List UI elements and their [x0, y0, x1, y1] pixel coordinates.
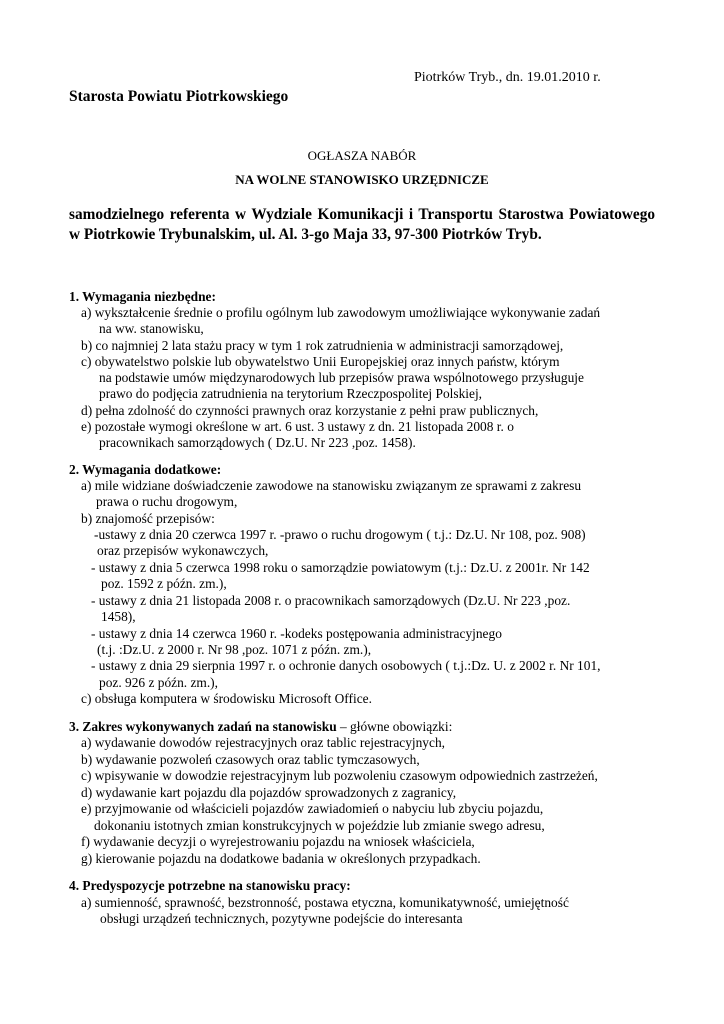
section-4-title: 4. Predyspozycje potrzebne na stanowisku pracy: — [69, 878, 351, 893]
list-item: - ustawy z dnia 29 sierpnia 1997 r. o ochronie danych osobowych ( t.j.:Dz. U. z 2002 r. Nr 101, — [91, 658, 601, 673]
list-item: b) co najmniej 2 lata stażu pracy w tym 1 rok zatrudnienia w administracji samorządowej, — [81, 338, 564, 353]
list-item: a) sumienność, sprawność, bezstronność, postawa etyczna, komunikatywność, umiejętność — [81, 895, 569, 910]
list-item: 1458), — [101, 609, 136, 624]
list-item: b) znajomość przepisów: — [81, 511, 215, 526]
list-item: d) pełna zdolność do czynności prawnych oraz korzystanie z pełni praw publicznych, — [81, 403, 539, 418]
list-item: (t.j. :Dz.U. z 2000 r. Nr 98 ,poz. 1071 z późn. zm.), — [97, 642, 372, 657]
list-item: poz. 1592 z późn. zm.), — [101, 576, 227, 591]
list-item: c) obsługa komputera w środowisku Microsoft Office. — [81, 691, 372, 706]
document-date: Piotrków Tryb., dn. 19.01.2010 r. — [414, 70, 601, 85]
list-item: a) wykształcenie średnie o profilu ogólnym lub zawodowym umożliwiające wykonywanie zadań — [81, 305, 601, 320]
list-item: prawo do podjęcia zatrudnienia na terytorium Rzeczpospolitej Polskiej, — [99, 386, 483, 401]
announcement-line-1: OGŁASZA NABÓR — [307, 148, 417, 163]
issuing-authority: Starosta Powiatu Piotrkowskiego — [69, 88, 289, 105]
list-item: d) wydawanie kart pojazdu dla pojazdów sprowadzonych z zagranicy, — [81, 785, 457, 800]
list-item: - ustawy z dnia 21 listopada 2008 r. o pracownikach samorządowych (Dz.U. Nr 223 ,poz. — [91, 593, 571, 608]
list-item: f) wydawanie decyzji o wyrejestrowaniu pojazdu na wniosek właściciela, — [81, 834, 475, 849]
list-item: na ww. stanowisku, — [99, 321, 204, 336]
list-item: dokonaniu istotnych zmian konstrukcyjnych w pojeździe lub zmianie swego adresu, — [94, 818, 545, 833]
list-item: e) pozostałe wymogi określone w art. 6 ust. 3 ustawy z dn. 21 listopada 2008 r. o — [81, 419, 514, 434]
list-item: g) kierowanie pojazdu na dodatkowe badania w określonych przypadkach. — [81, 851, 481, 866]
section-3-title: 3. Zakres wykonywanych zadań na stanowisku – główne obowiązki: — [69, 719, 453, 734]
list-item: na podstawie umów międzynarodowych lub przepisów prawa wspólnotowego przysługuje — [99, 370, 584, 385]
list-item: -ustawy z dnia 20 czerwca 1997 r. -prawo o ruchu drogowym ( t.j.: Dz.U. Nr 108, poz. 908) — [94, 527, 586, 542]
list-item: a) mile widziane doświadczenie zawodowe na stanowisku związanym ze sprawami z zakresu — [81, 478, 582, 493]
list-item: prawa o ruchu drogowym, — [96, 494, 238, 509]
section-1-title: 1. Wymagania niezbędne: — [69, 289, 216, 304]
position-title: samodzielnego referenta w Wydziale Komunikacji i Transportu Starostwa Powiatowego w Piotrkowie Trybunalskim, ul. Al. 3-go Maja 33, 97-300 Piotrków Tryb. — [69, 206, 655, 243]
list-item: obsługi urządzeń technicznych, pozytywne podejście do interesanta — [100, 911, 463, 926]
list-item: pracownikach samorządowych ( Dz.U. Nr 223 ,poz. 1458). — [99, 435, 416, 450]
list-item: - ustawy z dnia 14 czerwca 1960 r. -kodeks postępowania administracyjnego — [91, 626, 502, 641]
announcement-line-2: NA WOLNE STANOWISKO URZĘDNICZE — [235, 172, 489, 187]
list-item: poz. 926 z późn. zm.), — [99, 675, 218, 690]
list-item: oraz przepisów wykonawczych, — [97, 543, 269, 558]
list-item: b) wydawanie pozwoleń czasowych oraz tablic tymczasowych, — [81, 752, 420, 767]
list-item: a) wydawanie dowodów rejestracyjnych oraz tablic rejestracyjnych, — [81, 735, 445, 750]
list-item: c) obywatelstwo polskie lub obywatelstwo Unii Europejskiej oraz innych państw, którym — [81, 354, 560, 369]
list-item: - ustawy z dnia 5 czerwca 1998 roku o samorządzie powiatowym (t.j.: Dz.U. z 2001r. Nr 142 — [91, 560, 590, 575]
list-item: e) przyjmowanie od właścicieli pojazdów zawiadomień o nabyciu lub zbyciu pojazdu, — [81, 801, 544, 816]
list-item: c) wpisywanie w dowodzie rejestracyjnym lub pozwoleniu czasowym odpowiednich zastrzeżeń, — [81, 768, 598, 783]
section-2-title: 2. Wymagania dodatkowe: — [69, 462, 222, 477]
